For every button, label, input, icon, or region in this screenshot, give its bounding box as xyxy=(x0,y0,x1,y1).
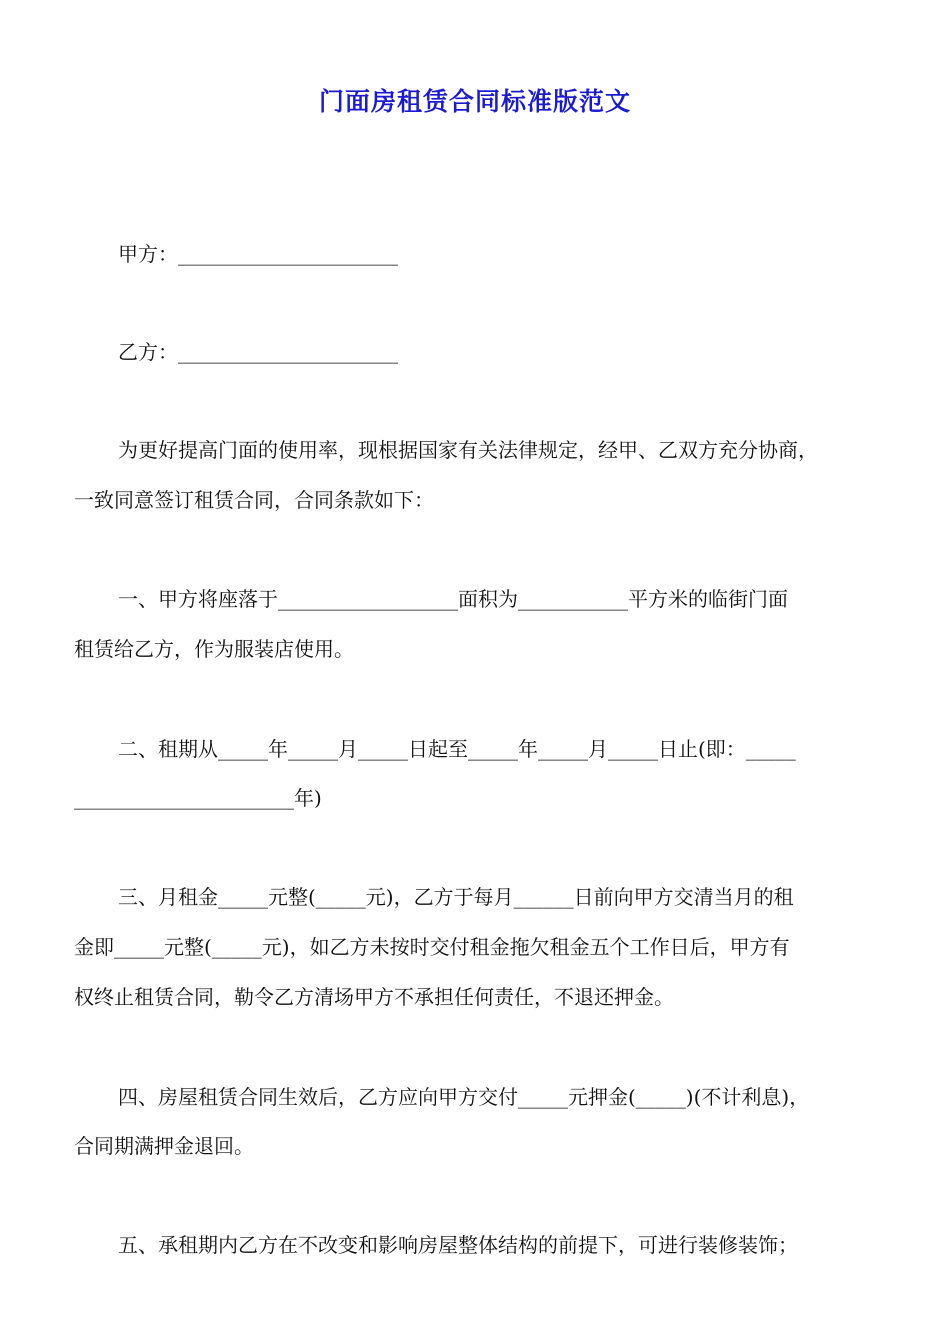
clause-4-line-1: 四、房屋租赁合同生效后，乙方应向甲方交付_____元押金(_____)(不计利息)， xyxy=(118,1085,810,1109)
clause-3-line-2: 金即_____元整(_____元)，如乙方未按时交付租金拖欠租金五个工作日后，甲方有 xyxy=(74,935,790,959)
clause-5-line-1: 五、承租期内乙方在不改变和影响房屋整体结构的前提下，可进行装修装饰； xyxy=(118,1233,798,1257)
preamble-line-2: 一致同意签订租赁合同，合同条款如下： xyxy=(74,488,434,512)
party-a-line: 甲方：______________________ xyxy=(118,242,398,266)
clause-2-line-2: ______________________年) xyxy=(74,786,322,810)
clause-1-line-2: 租赁给乙方，作为服装店使用。 xyxy=(74,637,354,661)
clause-4-line-2: 合同期满押金退回。 xyxy=(74,1134,254,1158)
party-b-line: 乙方：______________________ xyxy=(118,340,398,364)
document-title: 门面房租赁合同标准版范文 xyxy=(318,87,631,116)
clause-2-line-1: 二、租期从_____年_____月_____日起至_____年_____月_____日止(即：_____ xyxy=(118,737,796,761)
clause-1-line-1: 一、甲方将座落于__________________面积为___________平方米的临街门面 xyxy=(118,587,788,611)
clause-3-line-3: 权终止租赁合同，勒令乙方清场甲方不承担任何责任，不退还押金。 xyxy=(74,985,674,1009)
clause-3-line-1: 三、月租金_____元整(_____元)，乙方于每月______日前向甲方交清当月的租 xyxy=(118,885,794,909)
preamble-line-1: 为更好提高门面的使用率，现根据国家有关法律规定，经甲、乙双方充分协商， xyxy=(118,438,818,462)
